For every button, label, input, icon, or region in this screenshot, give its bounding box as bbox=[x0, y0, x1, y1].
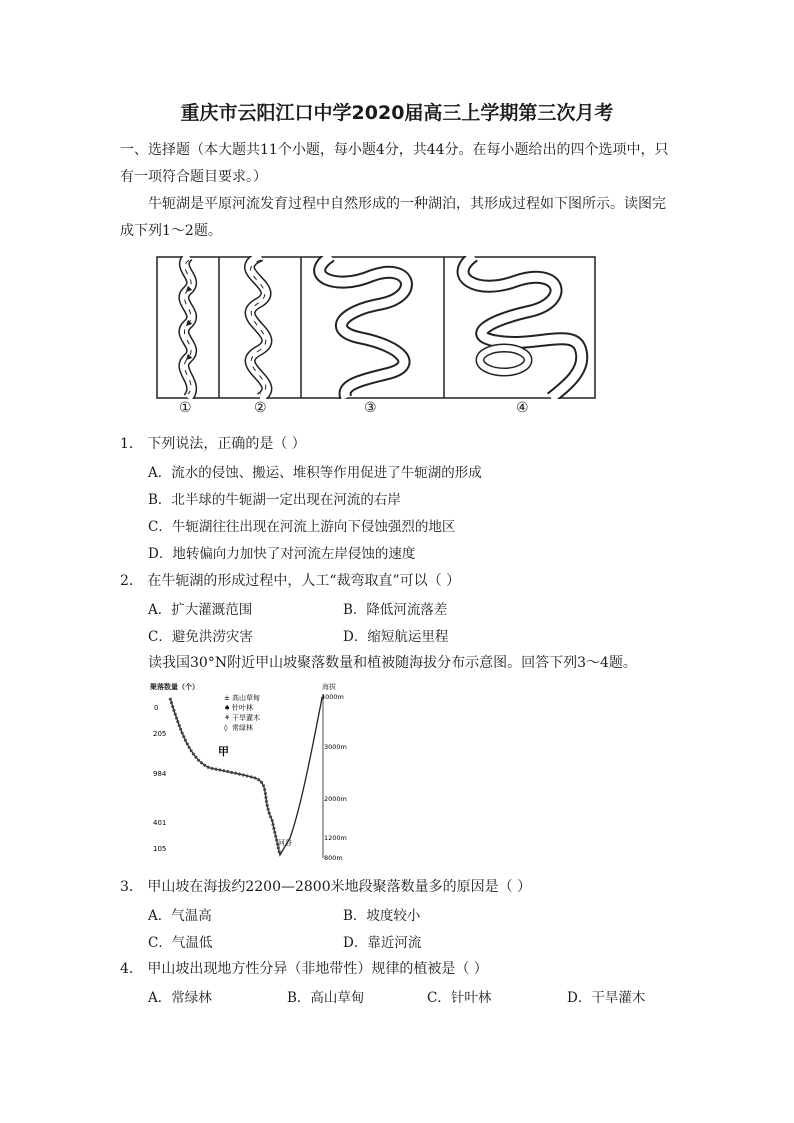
left-tick-984: 984 bbox=[153, 770, 167, 778]
oxbow-lake-figure bbox=[156, 256, 596, 399]
right-tick-3000: 3000m bbox=[324, 743, 347, 751]
svg-text:♠: ♠ bbox=[224, 704, 231, 712]
question-2-stem: 2． 在牛轭湖的形成过程中，人工“裁弯取直”可以（ ） bbox=[120, 573, 461, 589]
left-tick-0: 0 bbox=[154, 704, 159, 712]
question-2-option-a: A．扩大灌溉范围 bbox=[148, 602, 253, 618]
altitude-vegetation-figure bbox=[150, 680, 350, 862]
river-panel-1 bbox=[184, 256, 192, 398]
question-3-option-a: A．气温高 bbox=[148, 908, 212, 924]
left-axis-title: 聚落数量（个） bbox=[150, 683, 199, 691]
river-panel-2 bbox=[249, 256, 266, 398]
question-4-option-d: D．干旱灌木 bbox=[567, 990, 646, 1006]
intro2-text: 读我国30°N附近甲山坡聚落数量和植被随海拔分布示意图。回答下列3～4题。 bbox=[148, 655, 637, 671]
river-panel-4 bbox=[463, 256, 582, 398]
intro1-line2: 成下列1～2题。 bbox=[120, 223, 222, 239]
svg-text:±: ± bbox=[224, 694, 230, 702]
question-1-option-b: B．北半球的牛轭湖一定出现在河流的右岸 bbox=[148, 492, 401, 508]
panel-label-3: ③ bbox=[364, 400, 377, 416]
right-tick-800: 800m bbox=[324, 854, 343, 862]
legend-dry-shrub: 干旱灌木 bbox=[232, 714, 260, 722]
question-4-stem: 4． 甲山坡出现地方性分异（非地带性）规律的植被是（ ） bbox=[120, 961, 488, 977]
question-1-stem: 1． 下列说法，正确的是（ ） bbox=[120, 436, 306, 452]
legend-alpine-meadow: 高山草甸 bbox=[232, 694, 260, 702]
page-title: 重庆市云阳江口中学2020届高三上学期第三次月考 bbox=[180, 102, 614, 124]
question-3-stem: 3． 甲山坡在海拔约2200—2800米地段聚落数量多的原因是（ ） bbox=[120, 879, 532, 895]
right-tick-1200: 1200m bbox=[324, 834, 347, 842]
right-tick-2000: 2000m bbox=[324, 795, 347, 803]
question-1-option-d: D．地转偏向力加快了对河流左岸侵蚀的速度 bbox=[148, 546, 416, 562]
right-tick-4000: 4000m bbox=[321, 693, 344, 701]
valley-label: 河谷 bbox=[278, 839, 292, 847]
panel-label-2: ② bbox=[254, 400, 267, 416]
question-1-option-a: A．流水的侵蚀、搬运、堆积等作用促进了牛轭湖的形成 bbox=[148, 465, 482, 481]
intro1-line1: 牛轭湖是平原河流发育过程中自然形成的一种湖泊，其形成过程如下图所示。读图完 bbox=[148, 196, 666, 212]
section-instruction-line2: 有一项符合题目要求。） bbox=[120, 169, 267, 185]
panel-label-4: ④ bbox=[516, 400, 529, 416]
legend-coniferous-forest: 针叶林 bbox=[232, 704, 253, 712]
river-panel-3 bbox=[320, 256, 407, 398]
right-axis-title: 海拔 bbox=[322, 683, 336, 691]
section-instruction-line1: 一、选择题（本大题共11个小题，每小题4分，共44分。在每小题给出的四个选项中，只 bbox=[120, 142, 669, 158]
question-3-option-b: B．坡度较小 bbox=[343, 908, 421, 924]
question-2-option-d: D．缩短航运里程 bbox=[343, 629, 449, 645]
panel-label-1: ① bbox=[179, 400, 192, 416]
question-1-option-c: C．牛轭湖往往出现在河流上游向下侵蚀强烈的地区 bbox=[148, 519, 456, 535]
left-tick-401: 401 bbox=[153, 819, 167, 827]
legend-evergreen-forest: 常绿林 bbox=[232, 724, 253, 732]
question-2-option-c: C．避免洪涝灾害 bbox=[148, 629, 253, 645]
svg-text:⚘: ⚘ bbox=[224, 714, 231, 722]
left-tick-205: 205 bbox=[153, 730, 167, 738]
question-4-option-c: C．针叶林 bbox=[427, 990, 492, 1006]
figure2-legend bbox=[224, 693, 260, 732]
question-4-option-b: B．高山草甸 bbox=[287, 990, 365, 1006]
question-2-option-b: B．降低河流落差 bbox=[343, 602, 448, 618]
left-tick-105: 105 bbox=[153, 845, 167, 853]
question-4-option-a: A．常绿林 bbox=[148, 990, 212, 1006]
slope-label-jia: 甲 bbox=[218, 745, 229, 758]
svg-text:◊: ◊ bbox=[224, 724, 228, 732]
question-3-option-d: D．靠近河流 bbox=[343, 935, 422, 951]
question-3-option-c: C．气温低 bbox=[148, 935, 213, 951]
